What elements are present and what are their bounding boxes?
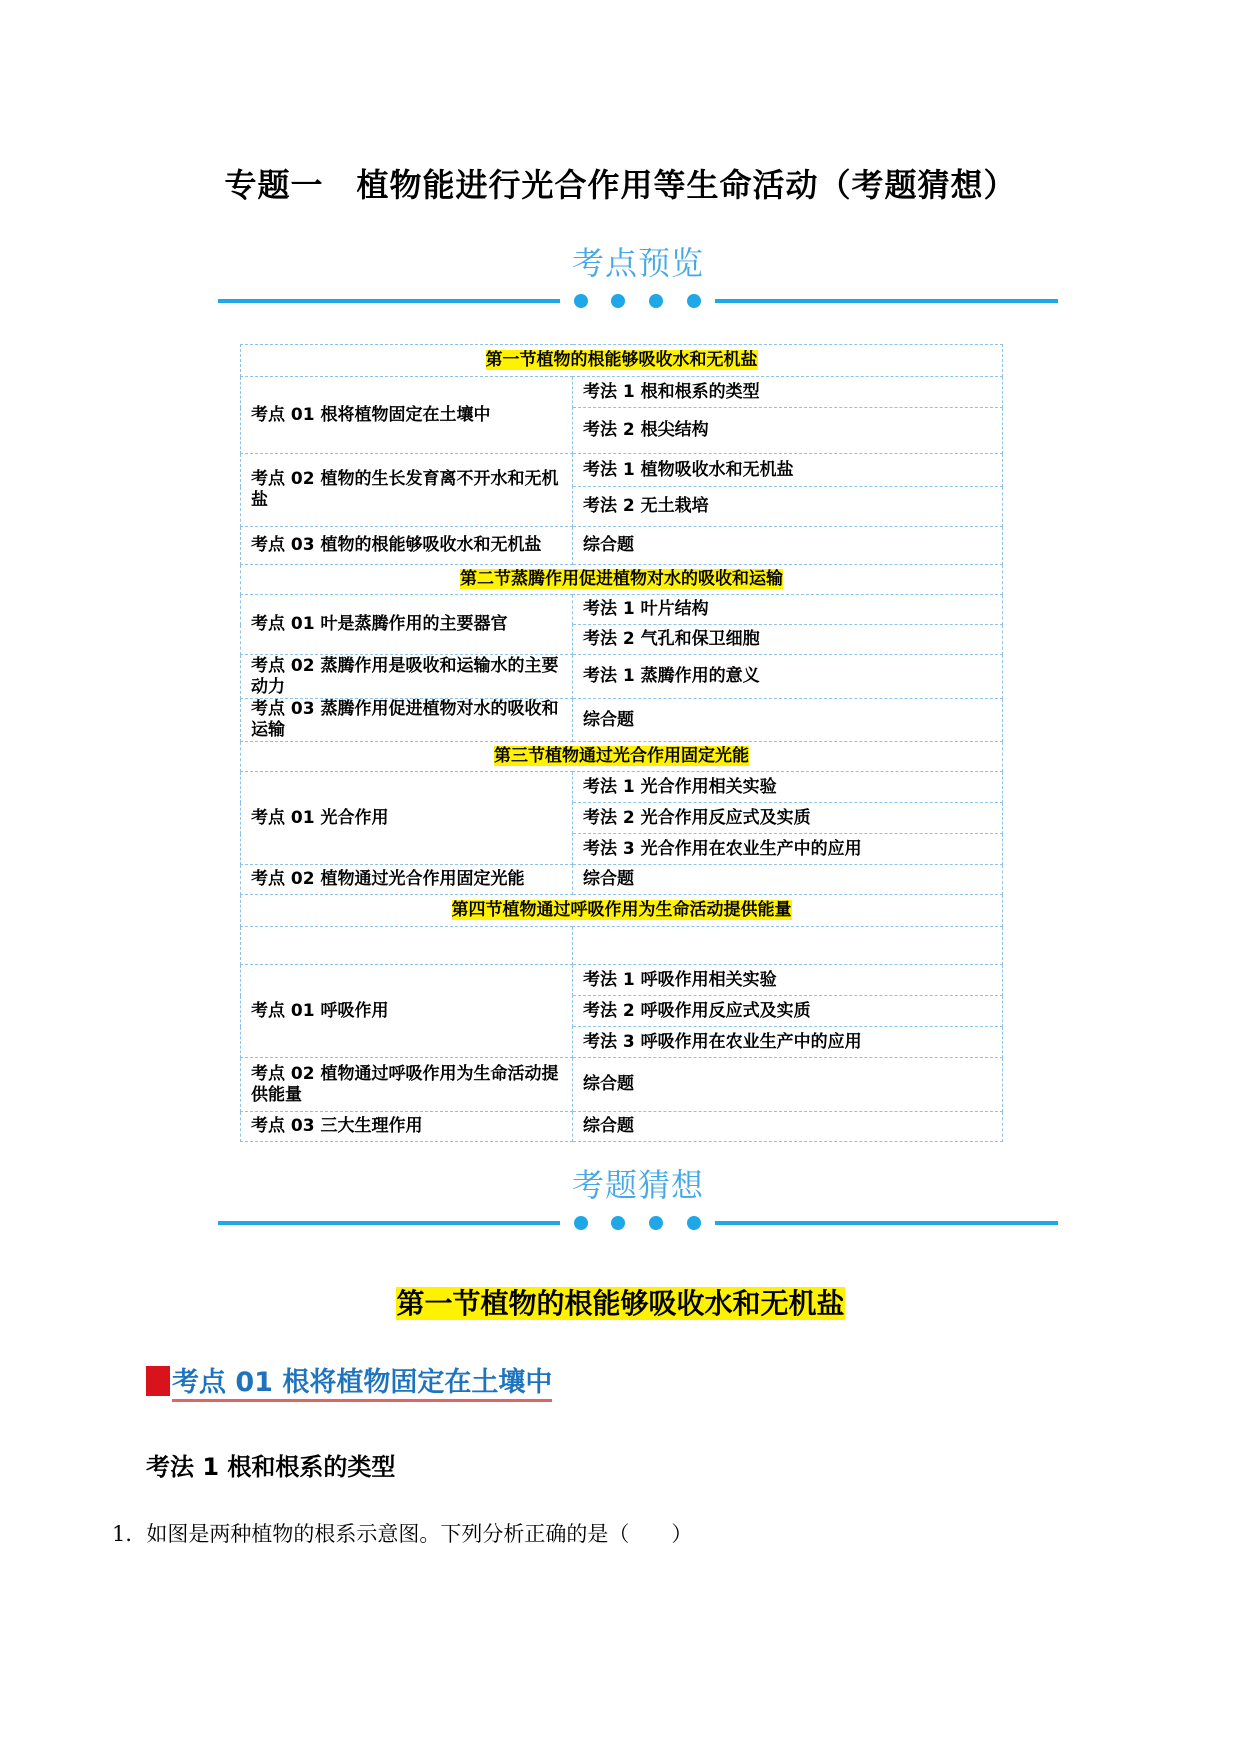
method-cell: 考法 2 气孔和保卫细胞 [573, 625, 1003, 655]
table-row [241, 454, 1003, 487]
section-title: 第一节植物的根能够吸收水和无机盐 [485, 350, 758, 370]
table-row [241, 699, 1003, 742]
table-row [241, 565, 1003, 595]
question-number: 1． [112, 1522, 147, 1546]
method-cell: 综合题 [573, 865, 1003, 895]
table-row [241, 1112, 1003, 1142]
section-cell [241, 565, 1003, 595]
point-cell: 考点 01 光合作用 [241, 772, 573, 865]
section-cell [241, 895, 1003, 927]
guess-banner [218, 1160, 1058, 1250]
method-cell: 综合题 [573, 1112, 1003, 1142]
point-cell: 考点 02 植物的生长发育离不开水和无机盐 [241, 454, 573, 527]
document-title: 专题一 植物能进行光合作用等生命活动（考题猜想） [224, 166, 1017, 204]
method-cell: 考法 1 蒸腾作用的意义 [573, 655, 1003, 699]
table-row [241, 927, 1003, 965]
table-row [241, 965, 1003, 996]
method-cell: 综合题 [573, 1058, 1003, 1112]
point-cell: 考点 02 植物通过光合作用固定光能 [241, 865, 573, 895]
method-cell: 考法 3 呼吸作用在农业生产中的应用 [573, 1027, 1003, 1058]
method-cell: 考法 2 根尖结构 [573, 408, 1003, 454]
method-cell: 考法 2 光合作用反应式及实质 [573, 803, 1003, 834]
empty-cell [241, 927, 573, 965]
method-cell: 考法 1 光合作用相关实验 [573, 772, 1003, 803]
point-cell: 考点 03 植物的根能够吸收水和无机盐 [241, 527, 573, 565]
banner-line-right [715, 299, 1058, 303]
point-cell: 考点 02 蒸腾作用是吸收和运输水的主要动力 [241, 655, 573, 699]
table-row [241, 865, 1003, 895]
method-heading: 考法 1 根和根系的类型 [146, 1453, 396, 1481]
table-row [241, 345, 1003, 377]
overview-banner-title: 考点预览 [571, 244, 704, 282]
section-title: 第四节植物通过呼吸作用为生命活动提供能量 [451, 900, 792, 920]
method-cell: 考法 3 光合作用在农业生产中的应用 [573, 834, 1003, 865]
question-text: 如图是两种植物的根系示意图。下列分析正确的是（ ） [146, 1522, 693, 1546]
banner-dot [687, 1216, 701, 1230]
empty-cell [573, 927, 1003, 965]
method-cell: 综合题 [573, 527, 1003, 565]
point-heading [146, 1363, 552, 1399]
question-1 [112, 1518, 692, 1548]
banner-dot [574, 1216, 588, 1230]
point-cell: 考点 03 三大生理作用 [241, 1112, 573, 1142]
table-row [241, 895, 1003, 927]
section-title: 第二节蒸腾作用促进植物对水的吸收和运输 [460, 569, 783, 589]
point-heading-text: 考点 01 根将植物固定在土壤中 [172, 1360, 552, 1402]
red-marker-icon [146, 1366, 170, 1396]
method-cell: 考法 1 植物吸收水和无机盐 [573, 454, 1003, 487]
section-cell [241, 742, 1003, 772]
guess-banner-title: 考题猜想 [571, 1166, 704, 1204]
method-cell: 考法 2 呼吸作用反应式及实质 [573, 996, 1003, 1027]
banner-line-right [715, 1221, 1058, 1225]
point-cell: 考点 01 呼吸作用 [241, 965, 573, 1058]
method-cell: 综合题 [573, 699, 1003, 742]
table-row [241, 527, 1003, 565]
point-cell: 考点 03 蒸腾作用促进植物对水的吸收和运输 [241, 699, 573, 742]
section-heading [0, 1282, 1241, 1322]
banner-dot [687, 294, 701, 308]
point-cell: 考点 01 根将植物固定在土壤中 [241, 377, 573, 454]
table-row [241, 742, 1003, 772]
section-cell [241, 345, 1003, 377]
table-row [241, 595, 1003, 625]
point-cell: 考点 02 植物通过呼吸作用为生命活动提供能量 [241, 1058, 573, 1112]
banner-dot [649, 294, 663, 308]
banner-line-left [218, 299, 560, 303]
overview-table [240, 344, 1003, 1142]
table-row [241, 655, 1003, 699]
table-row [241, 377, 1003, 408]
point-cell: 考点 01 叶是蒸腾作用的主要器官 [241, 595, 573, 655]
overview-banner [218, 238, 1058, 328]
method-cell: 考法 2 无土栽培 [573, 487, 1003, 527]
method-cell: 考法 1 叶片结构 [573, 595, 1003, 625]
table-row [241, 1058, 1003, 1112]
table-row [241, 772, 1003, 803]
section-heading-text: 第一节植物的根能够吸收水和无机盐 [396, 1287, 845, 1320]
method-cell: 考法 1 呼吸作用相关实验 [573, 965, 1003, 996]
banner-line-left [218, 1221, 560, 1225]
section-title: 第三节植物通过光合作用固定光能 [494, 746, 749, 766]
banner-dot [574, 294, 588, 308]
banner-dot [611, 294, 625, 308]
banner-dot [649, 1216, 663, 1230]
method-cell: 考法 1 根和根系的类型 [573, 377, 1003, 408]
banner-dot [611, 1216, 625, 1230]
